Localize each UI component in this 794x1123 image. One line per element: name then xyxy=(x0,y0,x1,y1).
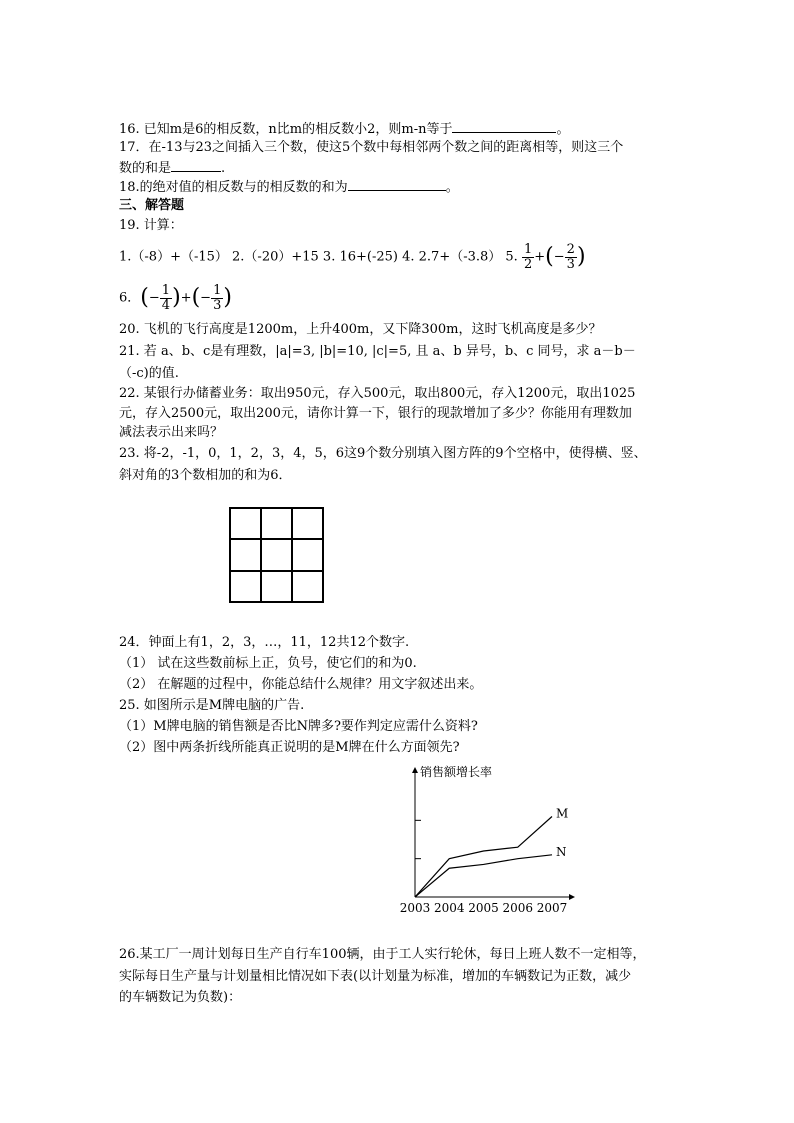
grid-cell[interactable] xyxy=(292,508,323,539)
question-24-part1: （1） 试在这些数前标上正，负号，使它们的和为0. xyxy=(119,656,417,671)
x-tick-label-2005: 2005 xyxy=(468,901,499,915)
question-16-end: 。 xyxy=(556,122,570,137)
answer-blank-16[interactable] xyxy=(452,119,556,133)
grid-cell[interactable] xyxy=(230,508,261,539)
x-tick-label-2004: 2004 xyxy=(433,901,465,915)
question-23-line1: 23. 将-2，-1，0，1，2，3，4，5，6这9个数分别填入图方阵的9个空格中，使得横、竖、 xyxy=(119,446,647,461)
plus-sign: + xyxy=(534,249,546,265)
minus-sign: − xyxy=(553,249,565,265)
fraction-1-2: $\frac{1}{2}$ xyxy=(523,241,533,272)
question-19-item-6: 6．(− $\frac{1}{4}$ )+(− $\frac{1}{3}$ ) xyxy=(119,282,232,313)
question-17-end: . xyxy=(221,161,226,176)
question-26-line2: 实际每日生产量与计划量相比情况如下表(以计划量为标准，增加的车辆数记为正数，减少 xyxy=(119,969,632,984)
chart-series xyxy=(415,807,568,898)
grid-cell[interactable] xyxy=(261,571,292,602)
question-18-end: 。 xyxy=(445,180,459,195)
grid-cell[interactable] xyxy=(292,539,323,570)
question-21-line2: （-c)的值. xyxy=(119,366,179,381)
series-label-N: N xyxy=(556,844,567,859)
question-24-part2: （2） 在解题的过程中，你能总结什么规律？用文字叙述出来。 xyxy=(119,677,483,692)
sales-growth-chart xyxy=(390,762,580,917)
question-21-line1: 21. 若 a、b、c是有理数，|a|=3, |b|=10, |c|=5, 且 a、b 异号，b、c 同号，求 a－b－ xyxy=(119,344,636,359)
question-17-line2 xyxy=(119,158,225,178)
y-axis-label: 销售额增长率 xyxy=(420,765,493,779)
question-16-text: 16. 已知m是6的相反数，n比m的相反数小2，则m-n等于 xyxy=(119,122,453,137)
grid-cell[interactable] xyxy=(261,508,292,539)
question-22-line1: 22. 某银行办储蓄业务：取出950元，存入500元，取出800元，存入1200元，取出1025 xyxy=(119,386,636,401)
fraction-1-4: $\frac{1}{4}$ xyxy=(161,282,171,313)
x-tick-label-2006: 2006 xyxy=(502,901,534,915)
magic-square-grid xyxy=(229,507,324,603)
answer-blank-18[interactable] xyxy=(348,177,446,191)
question-22-line2: 元，存入2500元，取出200元，请你计算一下，银行的现款增加了多少？你能用有理数加 xyxy=(119,406,632,421)
question-25: 25. 如图所示是M牌电脑的广告. xyxy=(119,698,305,713)
grid-cell[interactable] xyxy=(261,539,292,570)
calc-items-1-5: 1.（-8）+（-15） 2.（-20）+15 3. 16+(-25) 4. 2.7+（-3.8） 5. xyxy=(119,249,518,265)
question-23-line2: 斜对角的3个数相加的和为6． xyxy=(119,468,292,483)
question-17-line1: 17．在-13与23之间插入三个数，使这5个数中每相邻两个数之间的距离相等，则这三个 xyxy=(119,140,624,155)
series-line-N xyxy=(415,855,552,897)
question-24: 24．钟面上有1，2，3，…，11，12共12个数字. xyxy=(119,635,410,650)
fraction-1-3: $\frac{1}{3}$ xyxy=(213,282,222,313)
series-label-M: M xyxy=(556,806,569,821)
grid-cell[interactable] xyxy=(230,539,261,570)
grid-cell[interactable] xyxy=(230,571,261,602)
question-22-line3: 减法表示出来吗？ xyxy=(119,425,224,440)
x-tick-label-2007: 2007 xyxy=(536,901,568,915)
question-25-part1: （1）M牌电脑的销售额是否比N牌多?要作判定应需什么资料? xyxy=(119,719,478,734)
question-16 xyxy=(119,119,569,139)
question-25-part2: （2）图中两条折线所能真正说明的是M牌在什么方面领先? xyxy=(119,740,460,755)
question-17-text: 数的和是 xyxy=(119,161,172,176)
section-heading: 三、解答题 xyxy=(119,198,185,213)
question-20: 20. 飞机的飞行高度是1200m，上升400m，又下降300m，这时飞机高度是多少？ xyxy=(119,322,602,337)
answer-blank-17[interactable] xyxy=(171,158,221,172)
question-19: 19. 计算： xyxy=(119,218,183,233)
grid-cell[interactable] xyxy=(292,571,323,602)
fraction-2-3: $\frac{2}{3}$ xyxy=(566,241,575,272)
question-26-line1: 26.某工厂一周计划每日生产自行车100辆，由于工人实行轮休，每日上班人数不一定相等， xyxy=(119,947,646,962)
question-18-text: 18.的绝对值的相反数与的相反数的和为 xyxy=(119,180,348,195)
x-tick-label-2003: 2003 xyxy=(399,901,431,915)
calc-item-6-label: 6． xyxy=(119,290,141,306)
question-26-line3: 的车辆数记为负数)： xyxy=(119,990,242,1005)
question-19-items: 1.（-8）+（-15） 2.（-20）+15 3. 16+(-25) 4. 2.7+（-3.8） 5. $\frac{1}{2}$ +(− $\frac{2}{3}$ ) xyxy=(119,241,586,272)
x-tick-labels xyxy=(400,901,568,915)
question-18 xyxy=(119,177,459,197)
y-ticks xyxy=(415,820,421,858)
